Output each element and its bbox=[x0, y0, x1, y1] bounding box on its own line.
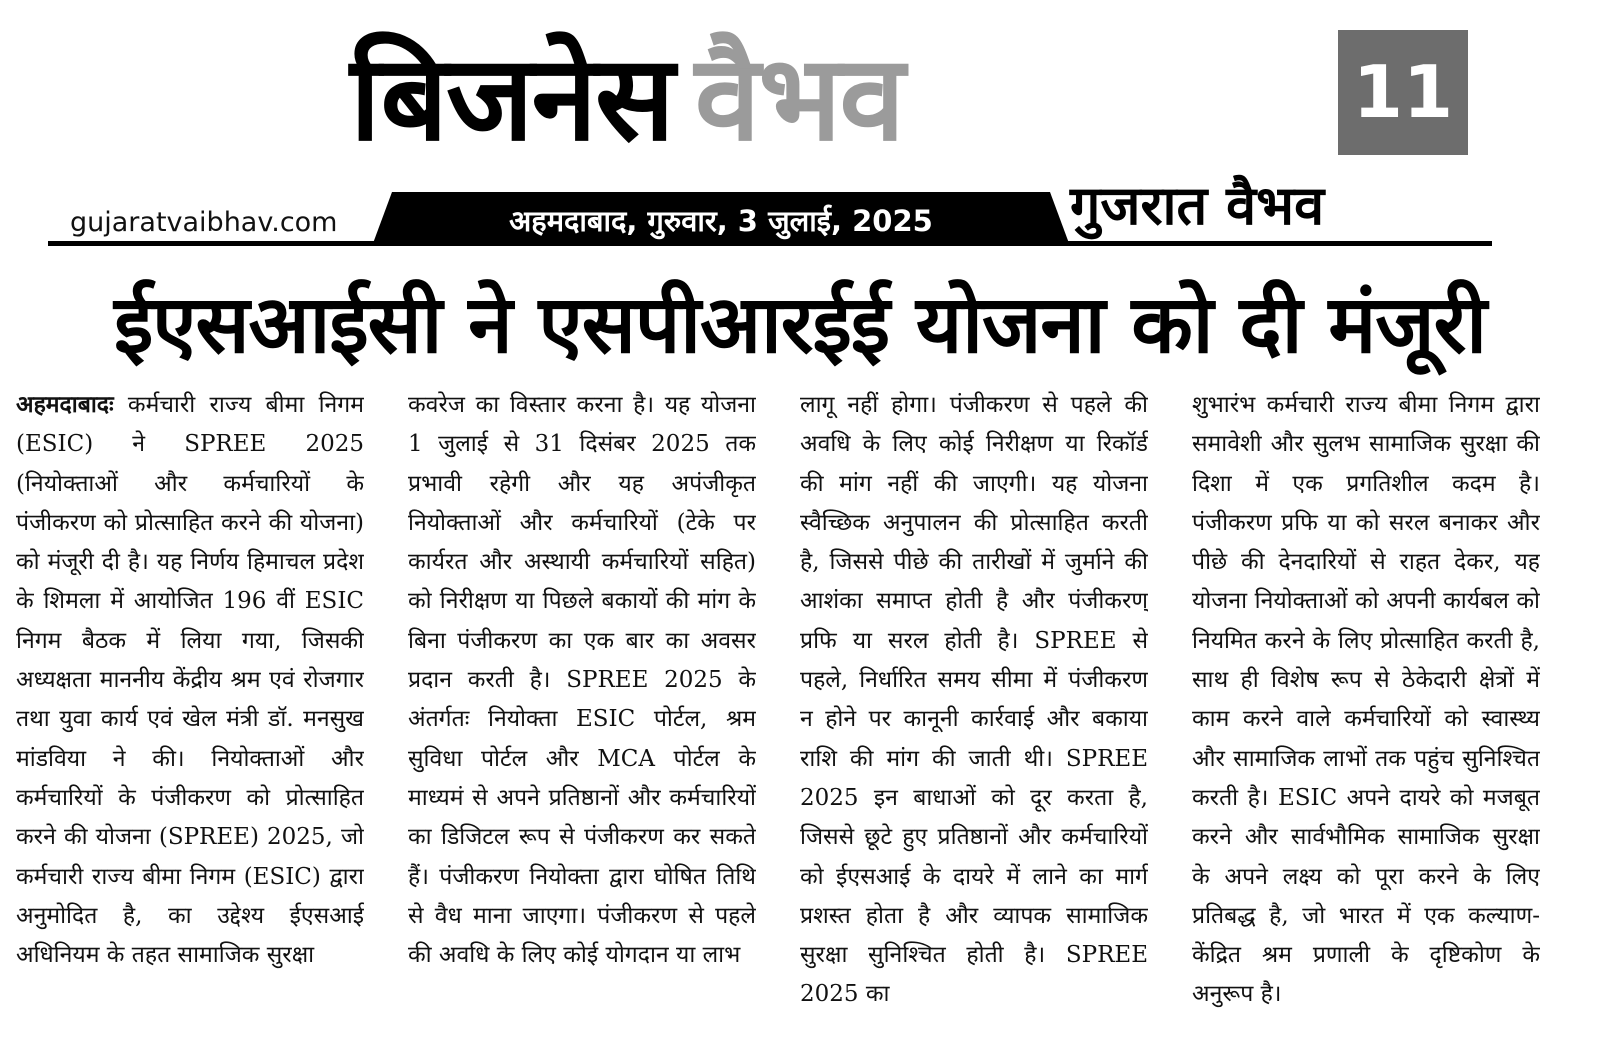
article-column-text: कर्मचारी राज्य बीमा निगम (ESIC) ने SPREE 2025 (नियोक्ताओं और कर्मचारियों के पंजीकरण को प्रोत्साहित करने की योजना) को मंजूरी दी है। यह निर्णय हिमाचल प्रदेश के शिमला में आयोजित 196 वीं ESIC निगम बैठक में लिया गया, जिसकी अध्यक्षता माननीय केंद्रीय श्रम एवं रोजगार तथा युवा कार्य एवं खेल मंत्री डॉ. मनसुख मांडविया ने की। नियोक्ताओं और कर्मचारियों के पंजीकरण को प्रोत्साहित करने की योजना (SPREE) 2025, जो कर्मचारी राज्य बीमा निगम (ESIC) द्वारा अनुमोदित है, का उद्देश्य ईएसआई अधिनियम के तहत सामाजिक सुरक्षा bbox=[16, 392, 364, 969]
edition-name: गुजरात वैभव bbox=[1070, 174, 1325, 237]
masthead-title-gray: वैभव bbox=[694, 29, 903, 167]
issue-dateline: अहमदाबाद, गुरुवार, 3 जुलाई, 2025 bbox=[509, 204, 933, 238]
article-column-4: शुभारंभ कर्मचारी राज्य बीमा निगम द्वारा समावेशी और सुलभ सामाजिक सुरक्षा की दिशा में एक प्रगतिशील कदम है। पंजीकरण प्रफि या को सरल बनाकर और पीछे की देनदारियों से राहत देकर, यह योजना नियोक्ताओं को अपनी कार्यबल को नियमित करने के लिए प्रोत्साहित करती है, साथ ही विशेष रूप से ठेकेदारी क्षेत्रों में काम करने वाले कर्मचारियों को स्वास्थ्य और सामाजिक लाभों तक पहुंच सुनिश्चित करती है। ESIC अपने दायरे को मजबूत करने और सार्वभौमिक सामाजिक सुरक्षा के अपने लक्ष्य को पूरा करने के लिए प्रतिबद्ध है, जो भारत में एक कल्याण-केंद्रित श्रम प्रणाली के दृष्टिकोण के अनुरूप है। bbox=[1192, 392, 1540, 1008]
article-headline: ईएसआईसी ने एसपीआरईई योजना को दी मंजूरी bbox=[113, 278, 1487, 371]
article-dateline: अहमदाबादः bbox=[16, 392, 114, 418]
article-column-1 bbox=[16, 386, 364, 1026]
masthead-title-black: बिजनेस bbox=[350, 29, 673, 167]
masthead-title bbox=[350, 18, 903, 178]
website-url: gujaratvaibhav.com bbox=[70, 207, 338, 238]
article-column-3: लागू नहीं होगा। पंजीकरण से पहले की अवधि के लिए कोई निरीक्षण या रिकॉर्ड की मांग नहीं की जाएगी। यह योजना स्वैच्छिक अनुपालन की प्रोत्साहित करती है, जिससे पीछे की तारीखों में जुर्माने की आशंका समाप्त होती है और पंजीकरण् प्रफि या सरल होती है। SPREE से पहले, निर्धारित समय सीमा में पंजीकरण न होने पर कानूनी कार्रवाई और बकाया राशि की मांग की जाती थी। SPREE 2025 इन बाधाओं को दूर करता है, जिससे छूटे हुए प्रतिष्ठानों और कर्मचारियों को ईएसआई के दायरे में लाने का मार्ग प्रशस्त होता है और व्यापक सामाजिक सुरक्षा सुनिश्चित होती है। SPREE 2025 का bbox=[800, 392, 1148, 1008]
article-column-2: कवरेज का विस्तार करना है। यह योजना 1 जुलाई से 31 दिसंबर 2025 तक प्रभावी रहेगी और यह अपंजीकृत नियोक्ताओं और कर्मचारियों (टेके पर कार्यरत और अस्थायी कर्मचारियों सहित) को निरीक्षण या पिछले बकायों की मांग के बिना पंजीकरण का एक बार का अवसर प्रदान करती है। SPREE 2025 के अंतर्गतः नियोक्ता ESIC पोर्टल, श्रम सुविधा पोर्टल और MCA पोर्टल के माध्यमं से अपने प्रतिष्ठानों और कर्मचारियों का डिजिटल रूप से पंजीकरण कर सकते हैं। पंजीकरण नियोक्ता द्वारा घोषित तिथि से वैध माना जाएगा। पंजीकरण से पहले की अवधि के लिए कोई योगदान या लाभ bbox=[408, 392, 756, 969]
page-number: 11 bbox=[1338, 30, 1468, 155]
